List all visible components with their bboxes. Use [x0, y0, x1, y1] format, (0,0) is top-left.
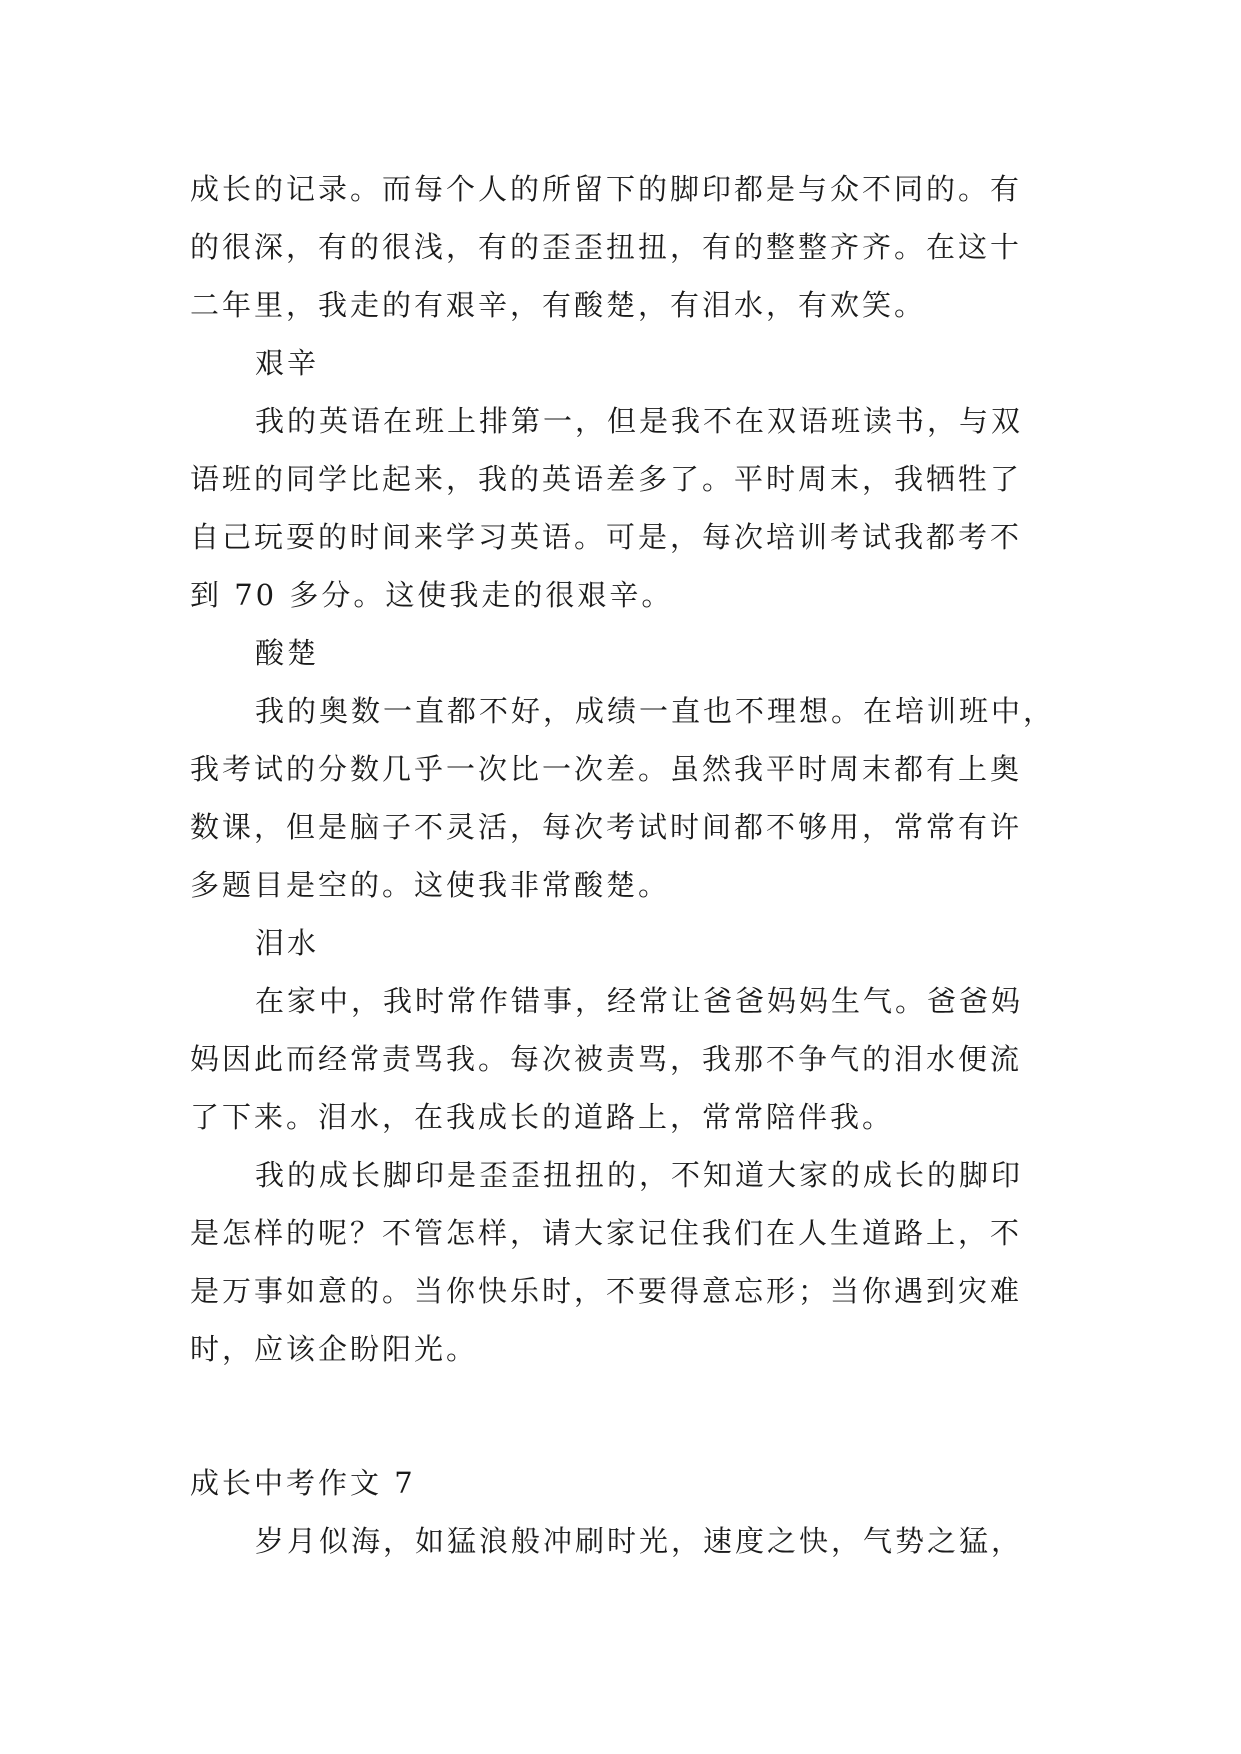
paragraph-line: 成长的记录。而每个人的所留下的脚印都是与众不同的。有: [190, 172, 1023, 206]
paragraph-line: 数课，但是脑子不灵活，每次考试时间都不够用，常常有许: [190, 810, 1023, 844]
paragraph-line: 我的奥数一直都不好，成绩一直也不理想。在培训班中，: [255, 694, 1056, 728]
section-heading-tears: 泪水: [255, 926, 320, 960]
paragraph-line: 我考试的分数几乎一次比一次差。虽然我平时周末都有上奥: [190, 752, 1023, 786]
paragraph-line: 时，应该企盼阳光。: [190, 1332, 479, 1366]
paragraph-line: 我的成长脚印是歪歪扭扭的，不知道大家的成长的脚印: [255, 1158, 1024, 1192]
paragraph-line: 是万事如意的。当你快乐时，不要得意忘形；当你遇到灾难: [190, 1274, 1023, 1308]
paragraph-line: 到 70 多分。这使我走的很艰辛。: [190, 578, 674, 612]
paragraph-line: 了下来。泪水，在我成长的道路上，常常陪伴我。: [190, 1100, 895, 1134]
section-heading-hardship: 艰辛: [255, 346, 320, 380]
section-spacer: [190, 1378, 1070, 1454]
paragraph-line: 妈因此而经常责骂我。每次被责骂，我那不争气的泪水便流: [190, 1042, 1023, 1076]
section-heading-sorrow: 酸楚: [255, 636, 320, 670]
paragraph-line: 我的英语在班上排第一，但是我不在双语班读书，与双: [255, 404, 1024, 438]
paragraph-line: 多题目是空的。这使我非常酸楚。: [190, 868, 671, 902]
paragraph-line: 的很深，有的很浅，有的歪歪扭扭，有的整整齐齐。在这十: [190, 230, 1023, 264]
paragraph-line: 语班的同学比起来，我的英语差多了。平时周末，我牺牲了: [190, 462, 1023, 496]
essay-body: [190, 160, 1070, 1570]
paragraph-line: 二年里，我走的有艰辛，有酸楚，有泪水，有欢笑。: [190, 288, 927, 322]
paragraph-line: 是怎样的呢？不管怎样，请大家记住我们在人生道路上，不: [190, 1216, 1023, 1250]
paragraph-line: 自己玩耍的时间来学习英语。可是，每次培训考试我都考不: [190, 520, 1023, 554]
essay-title: 成长中考作文 7: [190, 1466, 416, 1500]
paragraph-line: 在家中，我时常作错事，经常让爸爸妈妈生气。爸爸妈: [255, 984, 1024, 1018]
paragraph-line: 岁月似海，如猛浪般冲刷时光，速度之快，气势之猛，: [255, 1524, 1024, 1558]
